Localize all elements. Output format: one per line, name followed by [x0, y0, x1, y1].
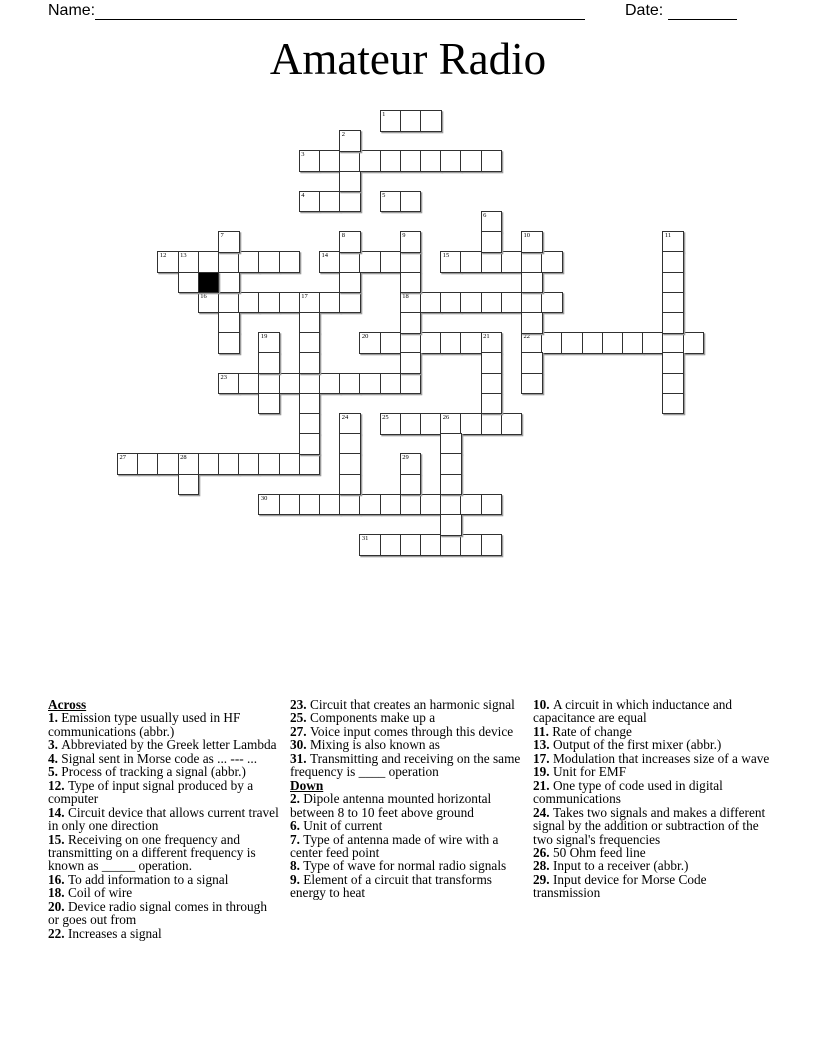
grid-cell-r8c11[interactable] — [339, 272, 361, 294]
grid-cell-r9c16[interactable] — [440, 292, 462, 314]
cell-number: 13 — [180, 252, 187, 260]
grid-cell-r4c9[interactable] — [299, 191, 321, 213]
grid-cell-r6c20[interactable] — [521, 231, 543, 253]
grid-cell-r21c16[interactable] — [440, 534, 462, 556]
grid-cell-r18c11[interactable] — [339, 474, 361, 496]
grid-cell-r7c27[interactable] — [662, 251, 684, 273]
grid-cell-r4c11[interactable] — [339, 191, 361, 213]
clue-across-20: 20. Device radio signal comes in through or goes out from — [48, 898, 267, 928]
grid-cell-r11c22[interactable] — [561, 332, 583, 354]
clue-column-2 — [290, 698, 527, 900]
grid-cell-r13c10[interactable] — [319, 373, 341, 395]
grid-cell-r9c8[interactable] — [279, 292, 301, 314]
cell-number: 27 — [119, 454, 126, 462]
grid-cell-r7c3[interactable] — [178, 251, 200, 273]
grid-cell-r15c19[interactable] — [501, 413, 523, 435]
grid-cell-r9c15[interactable] — [420, 292, 442, 314]
grid-cell-r19c7[interactable] — [258, 494, 280, 516]
grid-cell-r12c14[interactable] — [400, 352, 422, 374]
page-title: Amateur Radio — [269, 34, 547, 84]
grid-cell-r19c9[interactable] — [299, 494, 321, 516]
grid-cell-r15c9[interactable] — [299, 413, 321, 435]
grid-cell-r6c14[interactable] — [400, 231, 422, 253]
clue-across-5: 5. Process of tracking a signal (abbr.) — [48, 764, 246, 780]
grid-cell-r18c3[interactable] — [178, 474, 200, 496]
clue-down-29: 29. Input device for Morse Code transmission — [533, 871, 707, 901]
cell-number: 2 — [341, 131, 345, 139]
grid-cell-r15c18[interactable] — [481, 413, 503, 435]
grid-cell-r13c18[interactable] — [481, 373, 503, 395]
grid-cell-r7c5[interactable] — [218, 251, 240, 273]
cell-number: 4 — [301, 191, 305, 199]
grid-cell-r9c9[interactable] — [299, 292, 321, 314]
grid-cell-r11c27[interactable] — [662, 332, 684, 354]
grid-cell-r7c2[interactable] — [157, 251, 179, 273]
cell-number: 25 — [382, 414, 389, 421]
clue-down-28: 28. Input to a receiver (abbr.) — [533, 858, 689, 874]
grid-cell-r13c8[interactable] — [279, 373, 301, 395]
grid-cell-r8c14[interactable] — [400, 272, 422, 294]
clue-across-23: 23. Circuit that creates an harmonic signal — [290, 697, 515, 712]
grid-cell-r17c1[interactable] — [137, 453, 159, 475]
cell-number: 22 — [523, 333, 530, 341]
cell-number: 17 — [301, 292, 308, 300]
clue-down-13: 13. Output of the first mixer (abbr.) — [533, 737, 722, 753]
grid-cell-r10c27[interactable] — [662, 312, 684, 334]
grid-cell-r18c14[interactable] — [400, 474, 422, 496]
grid-cell-r7c16[interactable] — [440, 251, 462, 273]
clue-down-10: 10. A circuit in which inductance and capacitance are equal — [533, 697, 733, 726]
grid-cell-r17c14[interactable] — [400, 453, 422, 475]
grid-cell-r2c13[interactable] — [380, 150, 402, 172]
grid-cell-r11c20[interactable] — [521, 332, 543, 354]
cell-number: 16 — [200, 292, 207, 300]
grid-cell-r19c16[interactable] — [440, 494, 462, 516]
grid-cell-r7c21[interactable] — [541, 251, 563, 273]
grid-cell-r13c7[interactable] — [258, 373, 280, 395]
grid-cell-r7c10[interactable] — [319, 251, 341, 273]
grid-cell-r16c11[interactable] — [339, 433, 361, 455]
grid-cell-r19c17[interactable] — [460, 494, 482, 516]
clue-down-6: 6. Unit of current — [290, 818, 383, 834]
grid-cell-r9c6[interactable] — [238, 292, 260, 314]
grid-cell-r4c14[interactable] — [400, 191, 422, 213]
grid-cell-r19c18[interactable] — [481, 494, 503, 516]
grid-cell-r10c14[interactable] — [400, 312, 422, 334]
grid-cell-r11c28[interactable] — [683, 332, 705, 354]
grid-cell-r0c15[interactable] — [420, 110, 442, 132]
grid-cell-r10c20[interactable] — [521, 312, 543, 334]
grid-cell-r16c16[interactable] — [440, 433, 462, 455]
clue-across-12: 12. Type of input signal produced by a computer — [48, 777, 254, 807]
grid-cell-r9c17[interactable] — [460, 292, 482, 314]
grid-cell-r9c21[interactable] — [541, 292, 563, 314]
grid-cell-r11c16[interactable] — [440, 332, 462, 354]
grid-cell-r15c14[interactable] — [400, 413, 422, 435]
grid-cell-r20c16[interactable] — [440, 514, 462, 536]
grid-cell-r11c18[interactable] — [481, 332, 503, 354]
clue-across-14: 14. Circuit device that allows current travel in only one direction — [48, 804, 279, 834]
grid-cell-r16c9[interactable] — [299, 433, 321, 455]
grid-cell-r18c16[interactable] — [440, 474, 462, 496]
grid-cell-r7c11[interactable] — [339, 251, 361, 273]
clue-down-2: 2. Dipole antenna mounted horizontal between 8 to 10 feet above ground — [290, 791, 492, 820]
clue-down-8: 8. Type of wave for normal radio signals — [290, 858, 507, 874]
clue-down-9: 9. Element of a circuit that transforms energy to heat — [290, 871, 492, 901]
grid-cell-r8c5[interactable] — [218, 272, 240, 294]
grid-cell-r0c13[interactable] — [380, 110, 402, 132]
grid-cell-r15c15[interactable] — [420, 413, 442, 435]
date-field-line[interactable] — [668, 18, 737, 20]
grid-cell-r21c15[interactable] — [420, 534, 442, 556]
date-label: Date: — [625, 2, 664, 19]
grid-cell-r11c26[interactable] — [642, 332, 664, 354]
grid-cell-r9c18[interactable] — [481, 292, 503, 314]
grid-cell-r11c15[interactable] — [420, 332, 442, 354]
cell-number: 19 — [260, 333, 268, 341]
grid-cell-r2c10[interactable] — [319, 150, 341, 172]
clue-column-3 — [533, 698, 773, 900]
grid-cell-r7c13[interactable] — [380, 251, 402, 273]
grid-cell-r13c20[interactable] — [521, 373, 543, 395]
clue-down-26: 26. 50 Ohm feed line — [533, 844, 646, 860]
grid-cell-r15c13[interactable] — [380, 413, 402, 435]
grid-cell-r15c17[interactable] — [460, 413, 482, 435]
clue-down-24: 24. Takes two signals and makes a different signal by the addition or subtraction of the two signal's frequencies — [533, 804, 766, 847]
clue-across-16: 16. To add information to a signal — [48, 871, 229, 887]
grid-cell-r9c10[interactable] — [319, 292, 341, 314]
grid-cell-r7c6[interactable] — [238, 251, 260, 273]
clue-across-30: 30. Mixing is also known as — [290, 737, 440, 753]
grid-cell-r2c14[interactable] — [400, 150, 422, 172]
cell-number: 31 — [361, 535, 369, 543]
clue-across-22: 22. Increases a signal — [48, 925, 162, 941]
grid-cell-r6c18[interactable] — [481, 231, 503, 253]
grid-cell-r2c12[interactable] — [359, 150, 381, 172]
grid-cell-r11c9[interactable] — [299, 332, 321, 354]
clue-down-17: 17. Modulation that increases size of a wave — [533, 750, 770, 766]
grid-cell-r9c27[interactable] — [662, 292, 684, 314]
grid-cell-r11c25[interactable] — [622, 332, 644, 354]
cell-number: 18 — [402, 292, 409, 300]
cell-number: 10 — [523, 232, 530, 240]
grid-cell-r12c7[interactable] — [258, 352, 280, 374]
grid-cell-r1c11[interactable] — [339, 130, 361, 152]
cell-number: 23 — [220, 373, 227, 381]
clue-down-19: 19. Unit for EMF — [533, 764, 627, 780]
grid-cell-r12c20[interactable] — [521, 352, 543, 374]
grid-cell-r14c9[interactable] — [299, 393, 321, 415]
name-field-line[interactable] — [95, 18, 585, 20]
grid-cell-r7c14[interactable] — [400, 251, 422, 273]
grid-cell-r7c19[interactable] — [501, 251, 523, 273]
grid-cell-r17c4[interactable] — [198, 453, 220, 475]
down-heading: Down — [290, 777, 324, 793]
grid-cell-r7c20[interactable] — [521, 251, 543, 273]
clue-down-11: 11. Rate of change — [533, 723, 632, 739]
cell-number: 21 — [483, 333, 490, 341]
clue-across-25: 25. Components make up a — [290, 710, 436, 726]
grid-cell-r7c17[interactable] — [460, 251, 482, 273]
grid-cell-r2c17[interactable] — [460, 150, 482, 172]
grid-cell-r19c8[interactable] — [279, 494, 301, 516]
grid-cell-r4c10[interactable] — [319, 191, 341, 213]
clue-across-4: 4. Signal sent in Morse code as ... --- ... — [48, 750, 258, 766]
grid-cell-r9c19[interactable] — [501, 292, 523, 314]
cell-number: 15 — [442, 252, 450, 260]
grid-cell-r9c7[interactable] — [258, 292, 280, 314]
grid-cell-r9c4[interactable] — [198, 292, 220, 314]
cell-number: 12 — [159, 252, 167, 260]
grid-cell-r17c6[interactable] — [238, 453, 260, 475]
cell-number: 11 — [664, 232, 672, 240]
grid-cell-r19c15[interactable] — [420, 494, 442, 516]
clue-across-18: 18. Coil of wire — [48, 885, 133, 901]
grid-cell-r17c8[interactable] — [279, 453, 301, 475]
clue-down-7: 7. Type of antenna made of wire with a center feed point — [290, 831, 499, 860]
grid-cell-r6c5[interactable] — [218, 231, 240, 253]
grid-cell-r13c5[interactable] — [218, 373, 240, 395]
grid-cell-r12c27[interactable] — [662, 352, 684, 374]
grid-cell-r19c10[interactable] — [319, 494, 341, 516]
grid-cell-r10c9[interactable] — [299, 312, 321, 334]
grid-cell-r2c16[interactable] — [440, 150, 462, 172]
clue-column-1 — [48, 698, 281, 940]
cell-number: 29 — [402, 454, 409, 462]
grid-cell-r7c7[interactable] — [258, 251, 280, 273]
cell-number: 24 — [341, 414, 349, 421]
clue-across-31: 31. Transmitting and receiving on the same frequency is ____ operation — [290, 750, 521, 780]
grid-cell-r13c6[interactable] — [238, 373, 260, 395]
grid-cell-r4c13[interactable] — [380, 191, 402, 213]
clue-down-21: 21. One type of code used in digital communications — [533, 777, 723, 807]
clue-across-27: 27. Voice input comes through this device — [290, 723, 514, 739]
grid-cell-r11c17[interactable] — [460, 332, 482, 354]
grid-cell-r13c14[interactable] — [400, 373, 422, 395]
grid-cell-r17c0[interactable] — [117, 453, 139, 475]
grid-cell-r9c14[interactable] — [400, 292, 422, 314]
grid-cell-r13c13[interactable] — [380, 373, 402, 395]
grid-cell-r3c11[interactable] — [339, 171, 361, 193]
grid-cell-r11c12[interactable] — [359, 332, 381, 354]
grid-cell-r19c11[interactable] — [339, 494, 361, 516]
grid-cell-r21c12[interactable] — [359, 534, 381, 556]
grid-cell-r2c18[interactable] — [481, 150, 503, 172]
grid-cell-r13c11[interactable] — [339, 373, 361, 395]
cell-number: 20 — [361, 333, 369, 341]
grid-cell-r11c14[interactable] — [400, 332, 422, 354]
cell-number: 14 — [321, 252, 328, 260]
grid-cell-r9c5[interactable] — [218, 292, 240, 314]
grid-cell-r7c4[interactable] — [198, 251, 220, 273]
grid-cell-r15c16[interactable] — [440, 413, 462, 435]
grid-cell-r14c7[interactable] — [258, 393, 280, 415]
cell-number: 30 — [260, 494, 268, 502]
grid-cell-r12c9[interactable] — [299, 352, 321, 374]
across-heading: Across — [48, 697, 87, 712]
grid-cell-r11c13[interactable] — [380, 332, 402, 354]
grid-cell-r9c11[interactable] — [339, 292, 361, 314]
clue-across-3: 3. Abbreviated by the Greek letter Lambda — [48, 737, 277, 753]
grid-cell-r2c9[interactable] — [299, 150, 321, 172]
grid-cell-r17c9[interactable] — [299, 453, 321, 475]
cell-number: 3 — [301, 151, 305, 159]
grid-cell-r11c7[interactable] — [258, 332, 280, 354]
name-label: Name: — [48, 2, 96, 19]
grid-cell-r7c8[interactable] — [279, 251, 301, 273]
grid-cell-r6c27[interactable] — [662, 231, 684, 253]
black-cell — [198, 272, 220, 294]
grid-cell-r7c12[interactable] — [359, 251, 381, 273]
grid-cell-r17c16[interactable] — [440, 453, 462, 475]
cell-number: 7 — [220, 232, 224, 240]
grid-cell-r14c27[interactable] — [662, 393, 684, 415]
cell-number: 1 — [382, 111, 386, 118]
grid-cell-r0c14[interactable] — [400, 110, 422, 132]
cell-number: 9 — [402, 232, 406, 240]
grid-cell-r17c11[interactable] — [339, 453, 361, 475]
grid-cell-r21c18[interactable] — [481, 534, 503, 556]
grid-cell-r17c5[interactable] — [218, 453, 240, 475]
grid-cell-r10c5[interactable] — [218, 312, 240, 334]
grid-cell-r11c21[interactable] — [541, 332, 563, 354]
grid-cell-r2c11[interactable] — [339, 150, 361, 172]
grid-cell-r8c27[interactable] — [662, 272, 684, 294]
grid-cell-r7c18[interactable] — [481, 251, 503, 273]
grid-cell-r12c18[interactable] — [481, 352, 503, 374]
grid-cell-r13c12[interactable] — [359, 373, 381, 395]
grid-cell-r17c3[interactable] — [178, 453, 200, 475]
grid-cell-r15c11[interactable] — [339, 413, 361, 435]
clue-across-15: 15. Receiving on one frequency and transmitting on a different frequency is known as _____ operation. — [48, 831, 256, 874]
grid-cell-r21c13[interactable] — [380, 534, 402, 556]
cell-number: 6 — [483, 212, 487, 219]
grid-cell-r21c14[interactable] — [400, 534, 422, 556]
grid-cell-r17c2[interactable] — [157, 453, 179, 475]
grid-cell-r19c12[interactable] — [359, 494, 381, 516]
grid-cell-r8c3[interactable] — [178, 272, 200, 294]
grid-cell-r11c5[interactable] — [218, 332, 240, 354]
grid-cell-r14c18[interactable] — [481, 393, 503, 415]
grid-cell-r2c15[interactable] — [420, 150, 442, 172]
cell-number: 28 — [180, 454, 187, 462]
grid-cell-r6c11[interactable] — [339, 231, 361, 253]
grid-cell-r11c24[interactable] — [602, 332, 624, 354]
grid-cell-r8c20[interactable] — [521, 272, 543, 294]
grid-cell-r11c23[interactable] — [582, 332, 604, 354]
grid-cell-r9c20[interactable] — [521, 292, 543, 314]
grid-cell-r19c13[interactable] — [380, 494, 402, 516]
grid-cell-r17c7[interactable] — [258, 453, 280, 475]
grid-cell-r21c17[interactable] — [460, 534, 482, 556]
clue-across-1: 1. Emission type usually used in HF communications (abbr.) — [48, 710, 241, 739]
grid-cell-r19c14[interactable] — [400, 494, 422, 516]
grid-cell-r13c27[interactable] — [662, 373, 684, 395]
cell-number: 5 — [382, 191, 386, 199]
grid-cell-r5c18[interactable] — [481, 211, 503, 233]
cell-number: 26 — [442, 414, 450, 421]
cell-number: 8 — [341, 232, 345, 240]
grid-cell-r13c9[interactable] — [299, 373, 321, 395]
